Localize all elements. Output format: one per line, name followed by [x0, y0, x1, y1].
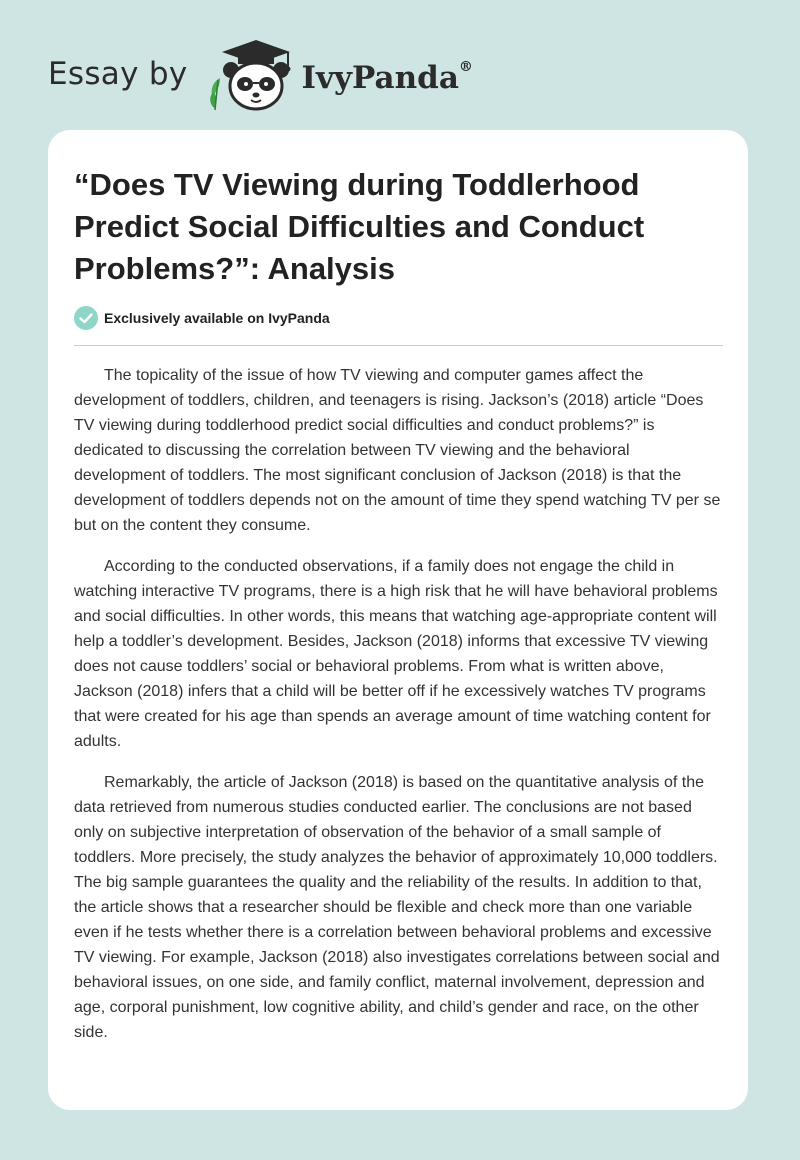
paragraph: According to the conducted observations, if a family does not engage the child in watching interactive TV programs, there is a high risk that he will have behavioral problems and social difficulties. In other words, this means that watching age-appropriate content will help a toddler’s development. Besides, Jackson (2018) informs that excessive TV viewing does not cause toddlers’ social or behavioral problems. From what is written above, Jackson (2018) infers that a child will be better off if he excessively watches TV programs that were created for his age than spends an average amount of time watching content for adults. — [74, 558, 718, 750]
paragraph: Remarkably, the article of Jackson (2018) is based on the quantitative analysis of the data retrieved from numerous studies conducted earlier. The conclusions are not based only on subjective interpretation of observation of the behavior of a small sample of toddlers. More precisely, the study analyzes the behavior of approximately 10,000 toddlers. The big sample guarantees the quality and the reliability of the results. In addition to that, the article shows that a researcher should be flexible and check more than one variable even if he tests whether there is a correlation between behavioral problems and excessive TV viewing. For example, Jackson (2018) also investigates correlations between social and behavioral issues, on one side, and family conflict, maternal involvement, depression and age, corporal punishment, low cognitive ability, and child’s gender and race, on the other side. — [74, 774, 720, 1041]
exclusive-badge — [74, 306, 330, 330]
exclusive-badge-label: Exclusively available on IvyPanda — [104, 310, 330, 326]
essay-body — [74, 363, 724, 1061]
essay-card — [48, 130, 748, 1110]
paragraph: The topicality of the issue of how TV viewing and computer games affect the development of toddlers, children, and teenagers is rising. Jackson’s (2018) article “Does TV viewing during toddlerhood predict social difficulties and conduct problems?” is dedicated to discussing the correlation between TV viewing and the behavioral development of toddlers. The most significant conclusion of Jackson (2018) is that the development of toddlers depends not on the amount of time they spend watching TV per se but on the content they consume. — [74, 367, 721, 534]
essay-by-label: Essay by — [48, 56, 188, 92]
page-title: “Does TV Viewing during Toddlerhood Predict Social Difficulties and Conduct Problems?”: Analysis — [74, 167, 645, 286]
brand-name[interactable]: IvyPanda® — [301, 58, 473, 96]
registered-mark: ® — [458, 58, 473, 75]
site-header — [48, 34, 473, 114]
panda-graduate-logo-icon[interactable] — [204, 34, 296, 114]
divider — [74, 345, 723, 346]
check-circle-icon — [74, 306, 98, 330]
